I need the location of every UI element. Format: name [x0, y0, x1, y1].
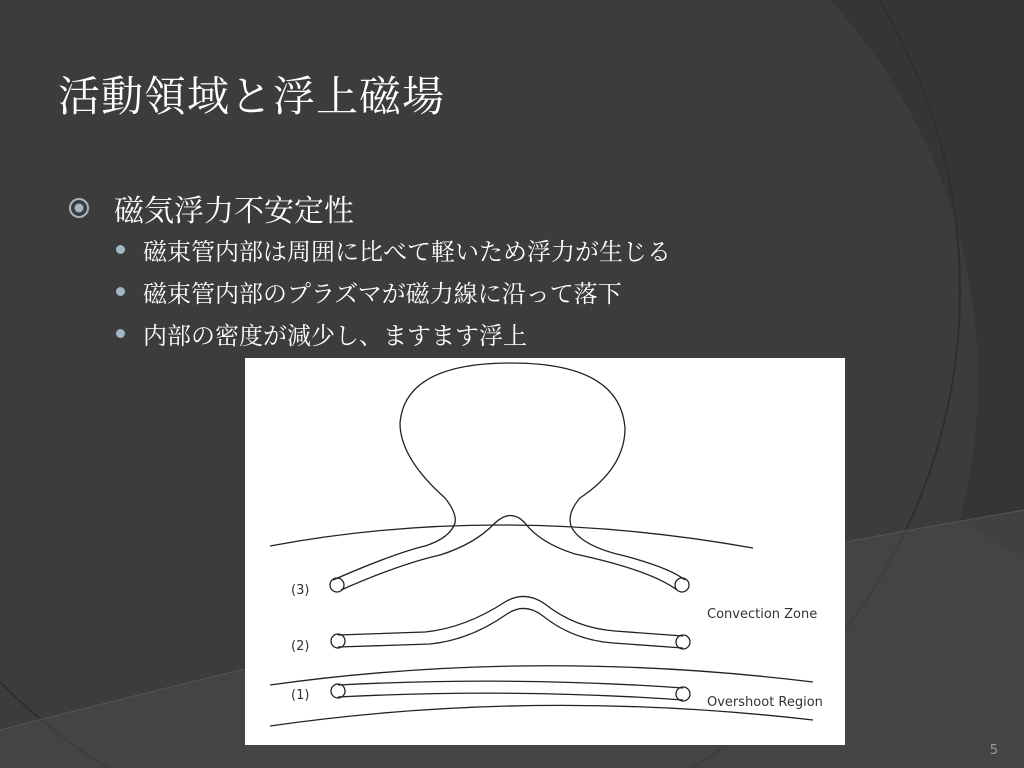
main-bullet-text: 磁気浮力不安定性: [114, 194, 354, 229]
main-bullet: [68, 186, 354, 230]
flux-tube-diagram: [245, 358, 845, 745]
photosphere-arc: [270, 525, 753, 548]
tube-end-stage-2-right: [676, 635, 690, 649]
tube-end-stage-2-left: [331, 634, 345, 648]
flux-tube-svg: [245, 358, 845, 745]
tube-end-stage-1-left: [331, 684, 345, 698]
dot-bullet-icon: [116, 245, 125, 254]
sub-bullet: [116, 312, 671, 354]
dot-bullet-icon: [116, 329, 125, 338]
tube-end-stage-1-right: [676, 687, 690, 701]
sub-bullet-list: [116, 228, 671, 354]
stage-1-label: (1): [291, 688, 310, 703]
flux-tube-stage-1: [338, 681, 683, 700]
tube-end-stage-3-right: [675, 578, 689, 592]
overshoot-region-label: Overshoot Region: [707, 695, 823, 710]
sub-bullet-text: 内部の密度が減少し、ますます浮上: [143, 321, 527, 350]
tube-end-stage-3-left: [330, 578, 344, 592]
page-number: 5: [989, 743, 998, 758]
sub-bullet-text: 磁束管内部のプラズマが磁力線に沿って落下: [143, 279, 622, 308]
sub-bullet-text: 磁束管内部は周囲に比べて軽いため浮力が生じる: [143, 237, 671, 266]
flux-tube-stage-3: [333, 363, 685, 580]
slide-title: 活動領域と浮上磁場: [58, 72, 446, 121]
flux-tube-stage-2: [338, 596, 683, 636]
dot-bullet-icon: [116, 287, 125, 296]
stage-3-label: (3): [291, 583, 310, 598]
convection-zone-label: Convection Zone: [707, 607, 818, 622]
sub-bullet: [116, 270, 671, 312]
circle-bullet-icon: [68, 197, 90, 219]
sub-bullet: [116, 228, 671, 270]
stage-2-label: (2): [291, 639, 310, 654]
